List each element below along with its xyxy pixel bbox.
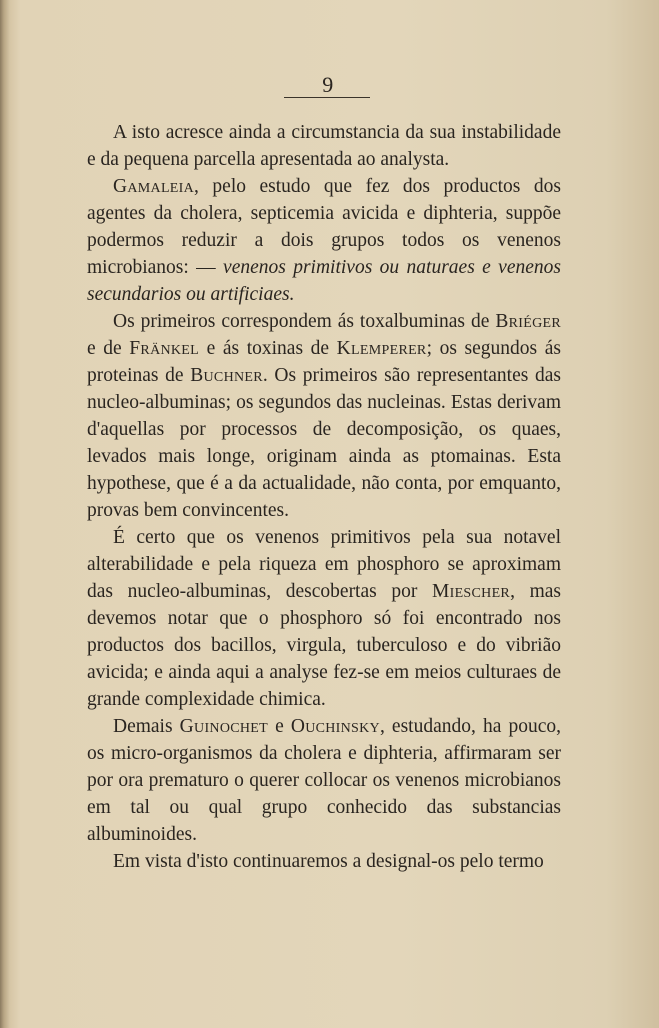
author-name: Miescher bbox=[431, 581, 511, 602]
paragraph bbox=[87, 173, 561, 308]
paragraph bbox=[87, 119, 561, 173]
text-run: ; os segundos ás proteinas de bbox=[87, 338, 561, 386]
author-name: Ouchinsky bbox=[290, 716, 380, 737]
author-name: Fränkel bbox=[129, 338, 199, 359]
page-number: 9 bbox=[322, 72, 334, 97]
text-run: Em vista d'isto continuaremos a designal-os pelo termo bbox=[113, 851, 544, 872]
text-run: , estudando, ha pouco, os micro-organismos da cholera e diphteria, affirmaram ser por ora prematuro o querer collocar os venenos microbianos em tal ou qual grupo conhecido das substancias albuminoides. bbox=[87, 716, 561, 845]
text-run: e bbox=[268, 716, 291, 737]
body-text bbox=[87, 119, 561, 875]
paragraph bbox=[87, 524, 561, 713]
text-run: Os primeiros correspondem ás toxalbuminas de bbox=[113, 311, 496, 332]
text-run: , mas devemos notar que o phosphoro só foi encontrado nos productos dos bacillos, virgula, tuberculoso e do vibrião avicida; e ainda aqui a analyse fez-se em meios culturaes de grande complexidade chimica. bbox=[87, 581, 561, 710]
author-name: Klemperer bbox=[336, 338, 427, 359]
header-rule bbox=[284, 97, 370, 98]
author-name: Briéger bbox=[495, 311, 561, 332]
text-run: e ás toxinas de bbox=[199, 338, 337, 359]
text-run: É certo que os venenos primitivos pela sua notavel alterabilidade e pela riqueza em phosphoro se aproximam das nucleo-albuminas, descobertas por bbox=[87, 527, 561, 602]
author-name: Gamaleia bbox=[113, 176, 195, 197]
author-name: Buchner bbox=[190, 365, 263, 386]
text-run: Demais bbox=[113, 716, 180, 737]
paragraph bbox=[87, 713, 561, 848]
italic-phrase: venenos primitivos ou naturaes e venenos secundarios ou artificiaes. bbox=[87, 257, 561, 305]
author-name: Guinochet bbox=[179, 716, 268, 737]
text-run: e de bbox=[87, 338, 130, 359]
paragraph bbox=[87, 308, 561, 524]
paragraph bbox=[87, 848, 561, 875]
text-run: A isto acresce ainda a circumstancia da sua instabilidade e da pequena parcella apresentada ao analysta. bbox=[87, 122, 561, 170]
text-run: . Os primeiros são representantes das nucleo-albuminas; os segundos das nucleinas. Estas derivam d'aquellas por processos de decomposição, os quaes, levados mais longe, originam ainda as ptomainas. Esta hypothese, que é a da actualidade, não conta, por emquanto, provas bem convincentes. bbox=[87, 365, 561, 521]
text-run: , pelo estudo que fez dos productos dos agentes da cholera, septicemia avicida e diphteria, suppõe podermos reduzir a dois grupos todos os venenos microbianos: — bbox=[87, 176, 561, 278]
